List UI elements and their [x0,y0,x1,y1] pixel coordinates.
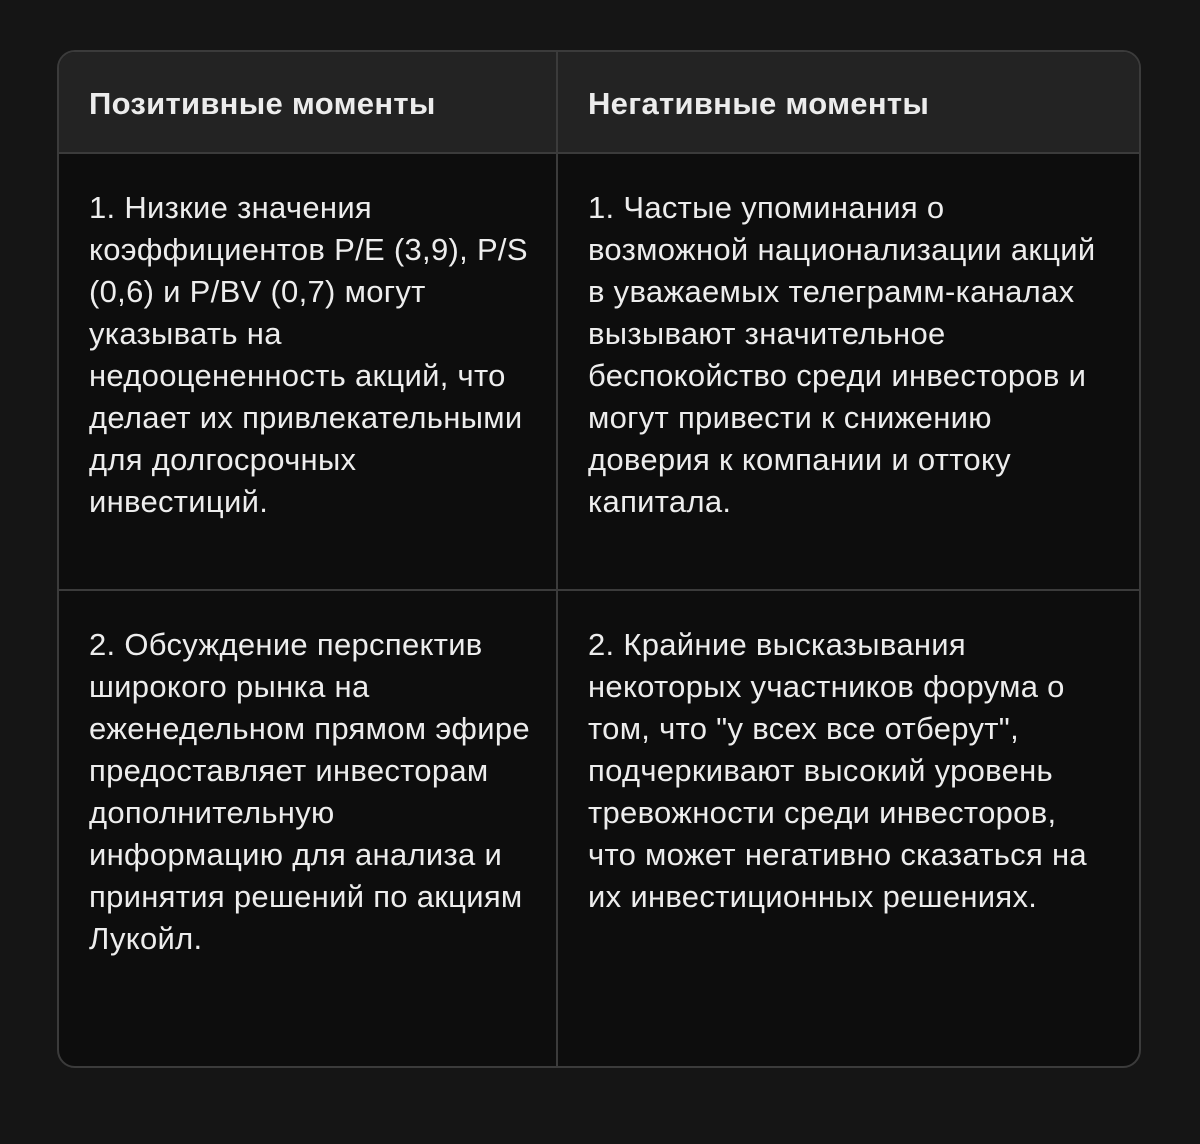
cell-negative-2: 2. Крайние высказывания некоторых участников форума о том, что "у всех все отберут", подчеркивают высокий уровень тревожности среди инвесторов, что может негативно сказаться на их инвестиционных решениях. [557,590,1139,1066]
table-row [59,590,1139,1066]
header-positive: Позитивные моменты [59,52,557,153]
cell-positive-2: 2. Обсуждение перспектив широкого рынка на еженедельном прямом эфире предоставляет инвесторам дополнительную информацию для анализа и принятия решений по акциям Лукойл. [59,590,557,1066]
table-header-row [59,52,1139,153]
cell-negative-1: 1. Частые упоминания о возможной национализации акций в уважаемых телеграмм-каналах вызывают значительное беспокойство среди инвесторов и могут привести к снижению доверия к компании и оттоку капитала. [557,153,1139,590]
table-row [59,153,1139,590]
header-negative: Негативные моменты [557,52,1139,153]
comparison-table [57,50,1141,1068]
cell-positive-1: 1. Низкие значения коэффициентов P/E (3,9), P/S (0,6) и P/BV (0,7) могут указывать на недооцененность акций, что делает их привлекательными для долгосрочных инвестиций. [59,153,557,590]
pros-cons-table [59,52,1139,1066]
